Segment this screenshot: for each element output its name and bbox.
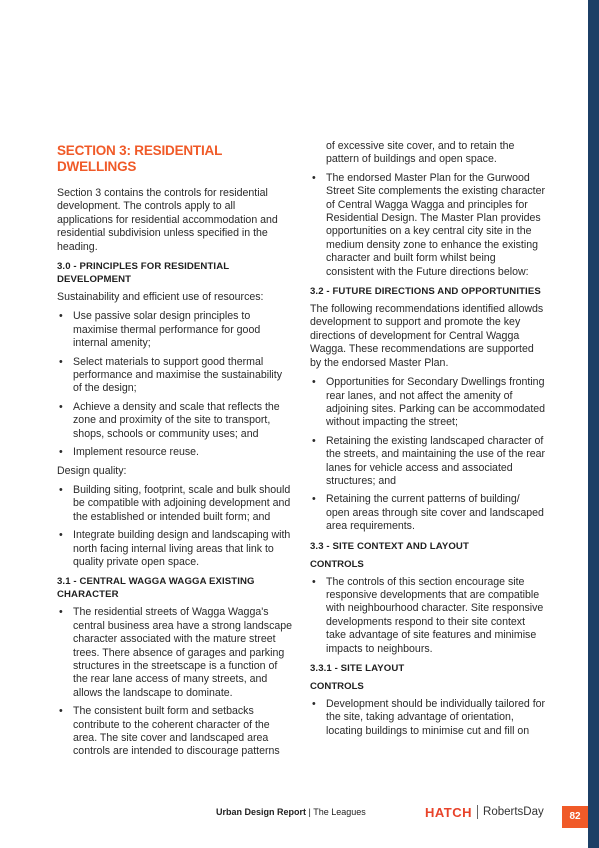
heading-3-1: 3.1 - CENTRAL WAGGA WAGGA EXISTING CHARACTER [57,576,255,601]
list-item: • Retaining the existing landscaped character of the streets, and maintaining the use of the rear lanes for vehicle access and associated structures; and [310,435,546,489]
list-item: • The consistent built form and setbacks contribute to the coherent character of the area. The site cover and landscaped area controls are intended to discourage patterns [57,705,293,759]
heading-3-2: 3.2 - FUTURE DIRECTIONS AND OPPORTUNITIES [310,286,541,298]
list-item: • Opportunities for Secondary Dwellings fronting rear lanes, and not affect the amenity of adjoining sites. Parking can be accommodated without impacting the street; [310,376,546,430]
continued-bullet-text: of excessive site cover, and to retain the pattern of buildings and open space. [326,140,515,166]
list-item: • Retaining the current patterns of building/ open areas through site cover and landscaped area requirements. [310,493,546,533]
sustainability-list [57,310,293,459]
side-accent-bar [588,0,599,848]
list-item: • The residential streets of Wagga Wagga's central business area have a strong landscape character associated with the mature street trees. There absence of garages and parking structures in the streetscape is a function of the rear lane access of many streets, and allows the landscape to dominate. [57,606,293,700]
report-title-bold: Urban Design Report [216,807,307,817]
controls-label: CONTROLS [310,558,364,570]
list-item: • Use passive solar design principles to maximise thermal performance for good internal amenity; [57,310,293,350]
page-footer [0,800,599,830]
character-list [57,606,293,758]
left-column [57,140,293,764]
heading-3-3: 3.3 - SITE CONTEXT AND LAYOUT [310,540,469,552]
heading-3-3-1: 3.3.1 - SITE LAYOUT [310,663,405,674]
robertsday-logo-text: RobertsDay [483,806,544,818]
hatch-robertsday-logo [425,803,544,821]
list-item: • Achieve a density and scale that reflects the zone and proximity of the site to transport, shops, schools or community uses; and [57,401,293,441]
heading-3-0: 3.0 - PRINCIPLES FOR RESIDENTIAL DEVELOPMENT [57,261,230,286]
design-quality-label: Design quality: [57,464,127,477]
intro-paragraph: Section 3 contains the controls for residential development. The controls apply to all applications for residential accommodation and residential subdivision unless specified in the heading. [57,187,278,253]
hatch-logo-text: HATCH [425,804,473,820]
future-intro-paragraph: The following recommendations identified allowds development to support and promote the key directions of development for Central Wagga Wagga. These recommendations are supported by the endorsed Master Plan. [310,303,544,369]
footer-report-title [216,806,366,818]
list-item: • Development should be individually tailored for the site, taking advantage of orientation, locating buildings to minimise cut and fill on [310,698,546,738]
design-quality-list [57,484,293,569]
list-item: • Integrate building design and landscaping with north facing internal living areas that link to quality private open space. [57,529,293,569]
right-column [310,140,546,743]
report-subtitle: The Leagues [313,807,366,817]
section-title: SECTION 3: RESIDENTIAL DWELLINGS [57,143,222,174]
list-item: • Building siting, footprint, scale and bulk should be compatible with adjoining development and the established or intended built form; and [57,484,293,524]
future-directions-list [310,376,546,533]
list-item: • Select materials to support good thermal performance and maximise the sustainability of the design; [57,356,293,396]
page-number-badge: 82 [562,806,588,828]
list-item: • The endorsed Master Plan for the Gurwood Street Site complements the existing character of Central Wagga Wagga and principles for Residential Design. The Master Plan provides opportunities on a key central city site in the medium density zone to enhance the existing character and built form whilst being consistent with the Future directions below: [310,172,546,279]
list-item: • The controls of this section encourage site responsive developments that are compatible with neighbourhood character. Site responsive developments respond to their site context take advantage of site features and minimise impacts to neighbours. [310,576,546,656]
list-item: • Implement resource reuse. [57,446,293,459]
gurwood-list [310,172,546,279]
site-context-list [310,576,546,656]
sustainability-label: Sustainability and efficient use of resources: [57,291,264,304]
logo-divider [477,805,478,819]
footer-separator: | [306,807,314,817]
controls-label: CONTROLS [310,681,364,692]
site-layout-list [310,698,546,738]
